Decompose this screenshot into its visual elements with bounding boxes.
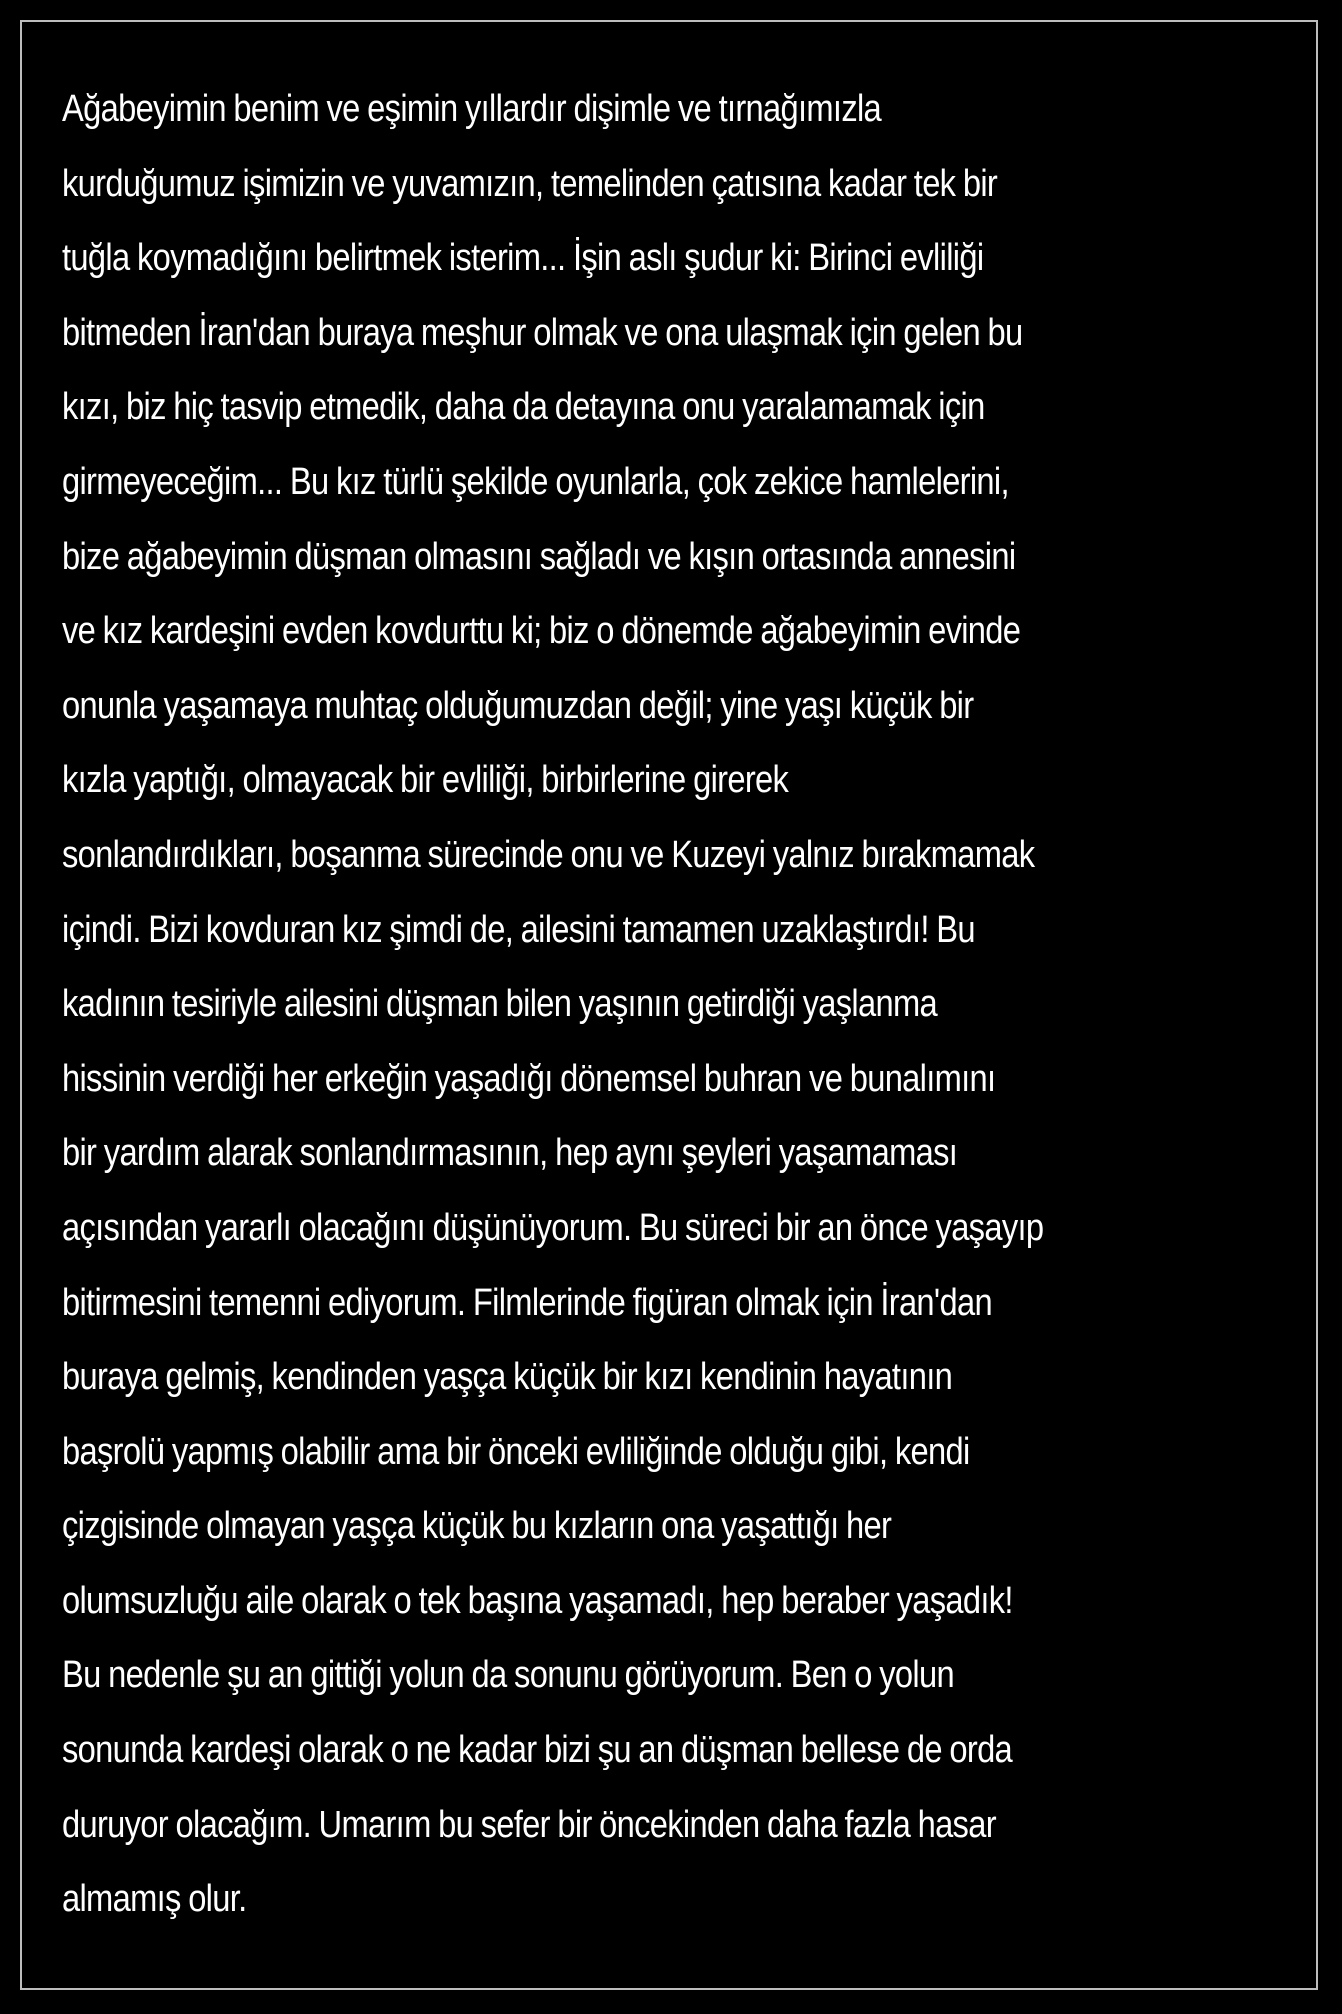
text-line: ve kız kardeşini evden kovdurttu ki; biz o dönemde ağabeyimin evinde [62, 610, 1021, 653]
text-line: kadının tesiriyle ailesini düşman bilen yaşının getirdiği yaşlanma [62, 983, 937, 1026]
text-line: kızla yaptığı, olmayacak bir evliliği, birbirlerine girerek [62, 759, 789, 802]
text-line: başrolü yapmış olabilir ama bir önceki evliliğinde olduğu gibi, kendi [62, 1430, 970, 1473]
text-line: çizgisinde olmayan yaşça küçük bu kızların ona yaşattığı her [62, 1505, 892, 1548]
text-line: içindi. Bizi kovduran kız şimdi de, ailesini tamamen uzaklaştırdı! Bu [62, 908, 975, 951]
text-line: bir yardım alarak sonlandırmasının, hep aynı şeyleri yaşamaması [62, 1132, 958, 1175]
text-line: almamış olur. [62, 1878, 247, 1921]
text-line: bitirmesini temenni ediyorum. Filmlerinde figüran olmak için İran'dan [62, 1281, 992, 1324]
text-line: hissinin verdiği her erkeğin yaşadığı dönemsel buhran ve bunalımını [62, 1057, 996, 1100]
text-line: açısından yararlı olacağını düşünüyorum. Bu süreci bir an önce yaşayıp [62, 1206, 1044, 1249]
text-line: buraya gelmiş, kendinden yaşça küçük bir kızı kendinin hayatının [62, 1356, 953, 1399]
text-line: olumsuzluğu aile olarak o tek başına yaşamadı, hep beraber yaşadık! [62, 1579, 1013, 1622]
text-line: duruyor olacağım. Umarım bu sefer bir öncekinden daha fazla hasar [62, 1803, 996, 1846]
text-line: tuğla koymadığını belirtmek isterim... İşin aslı şudur ki: Birinci evliliği [62, 237, 984, 280]
text-line: kurduğumuz işimizin ve yuvamızın, temelinden çatısına kadar tek bir [62, 162, 998, 205]
text-line: kızı, biz hiç tasvip etmedik, daha da detayına onu yaralamamak için [62, 386, 985, 429]
text-line: bitmeden İran'dan buraya meşhur olmak ve ona ulaşmak için gelen bu [62, 311, 1023, 354]
text-line: Ağabeyimin benim ve eşimin yıllardır dişimle ve tırnağımızla [62, 88, 882, 130]
statement-text [62, 72, 1302, 1937]
text-line: sonunda kardeşi olarak o ne kadar bizi şu an düşman bellese de orda [62, 1729, 1013, 1772]
text-line: girmeyeceğim... Bu kız türlü şekilde oyunlarla, çok zekice hamlelerini, [62, 460, 1009, 503]
text-line: bize ağabeyimin düşman olmasını sağladı ve kışın ortasında annesini [62, 535, 1016, 578]
text-line: Bu nedenle şu an gittiği yolun da sonunu görüyorum. Ben o yolun [62, 1654, 954, 1697]
text-line: onunla yaşamaya muhtaç olduğumuzdan değil; yine yaşı küçük bir [62, 684, 974, 727]
text-line: sonlandırdıkları, boşanma sürecinde onu ve Kuzeyi yalnız bırakmamak [62, 833, 1035, 876]
